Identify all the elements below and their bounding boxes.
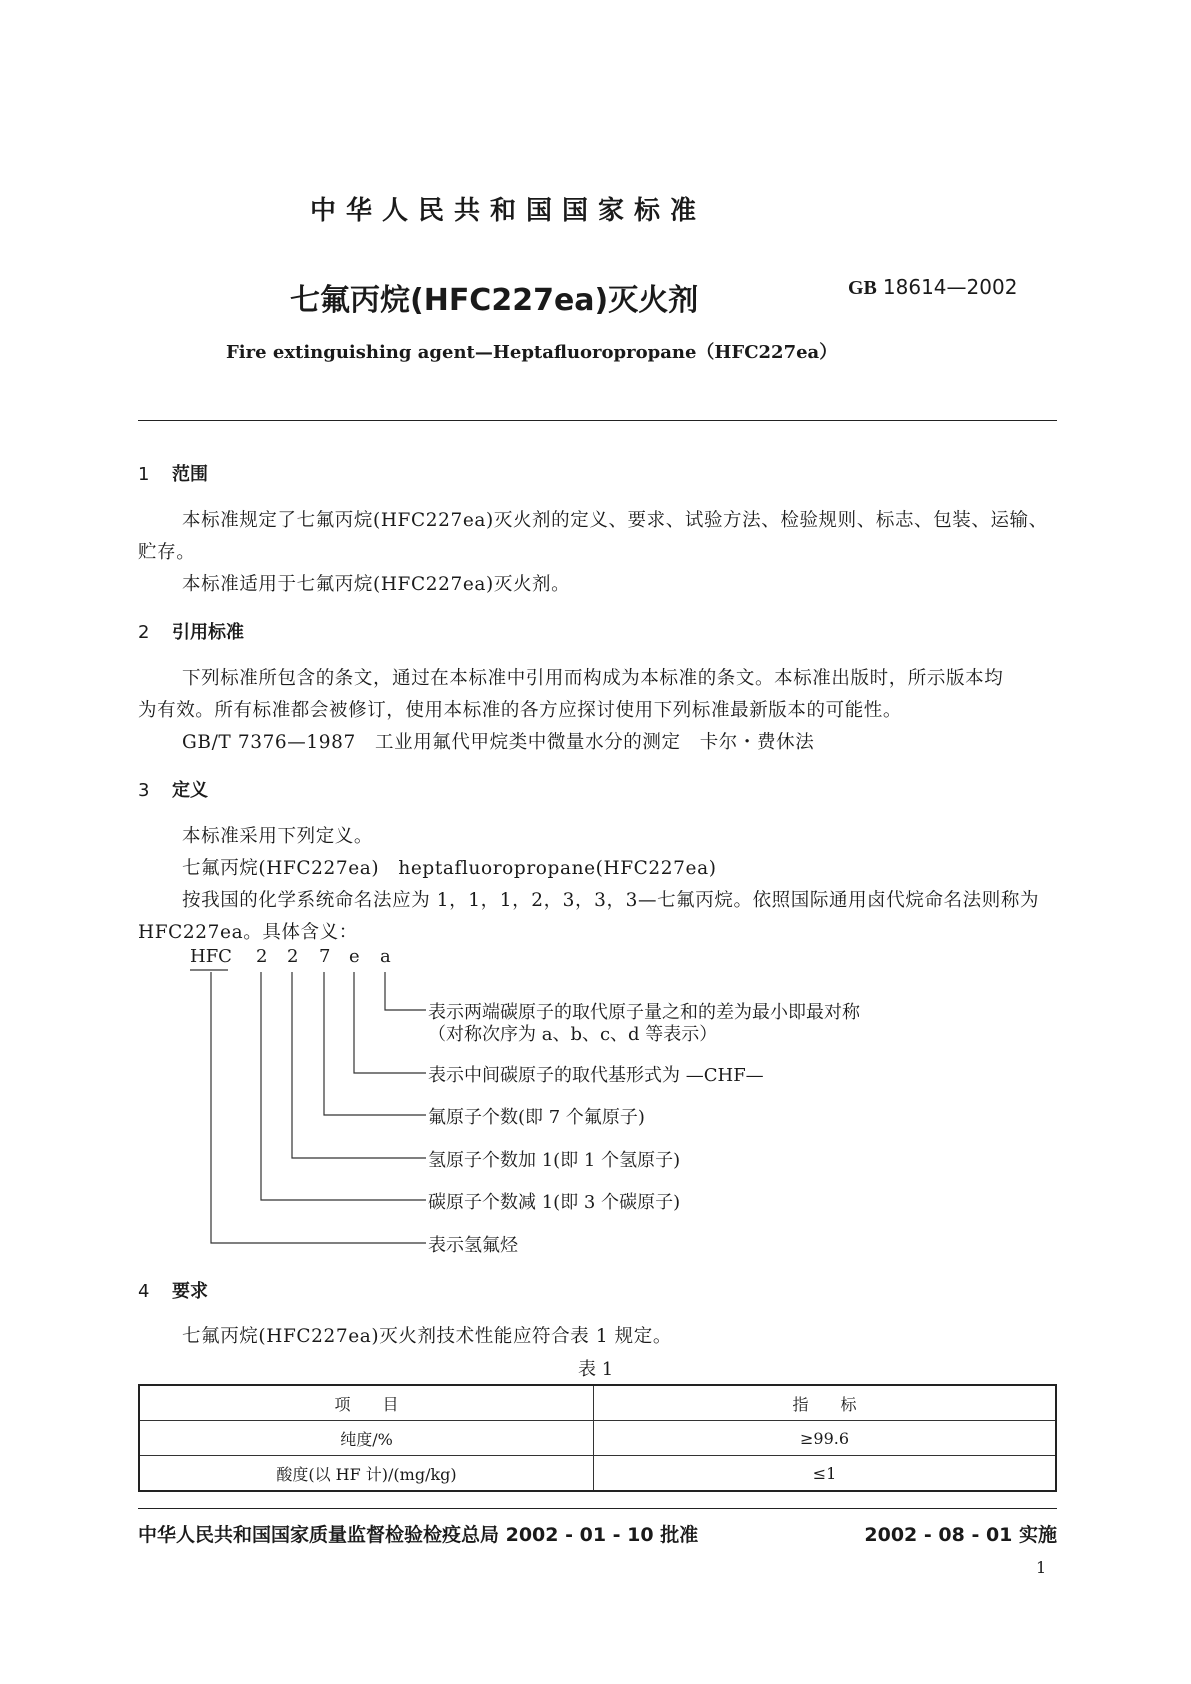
section-number: 2 (138, 622, 150, 643)
table-header-row (139, 1385, 1056, 1421)
connector-a (385, 972, 426, 1010)
section-title: 要求 (172, 1281, 208, 1302)
section-heading-4 (138, 1277, 208, 1303)
table-cell: ≥99.6 (594, 1421, 1057, 1456)
table-header-item: 项 目 (139, 1385, 594, 1421)
connector-e (354, 972, 426, 1073)
diagram-label-a-note: （对称次序为 a、b、c、d 等表示） (428, 1024, 718, 1045)
implementation-date: 2002 - 08 - 01 实施 (864, 1524, 1057, 1546)
section-title: 引用标准 (172, 622, 244, 643)
table-row (139, 1421, 1056, 1456)
naming-paragraph-line2: HFC227ea。具体含义： (138, 922, 358, 943)
table-header-index: 指 标 (594, 1385, 1057, 1421)
diagram-token-a: a (380, 946, 391, 967)
approval-statement: 中华人民共和国国家质量监督检验检疫总局 2002 - 01 - 10 批准 (138, 1524, 699, 1546)
section-title: 范围 (172, 464, 208, 485)
scope-paragraph-line1: 本标准规定了七氟丙烷(HFC227ea)灭火剂的定义、要求、试验方法、检验规则、标志、包装、运输、 (182, 510, 1048, 531)
connector-hfc (211, 972, 426, 1243)
table-cell: 酸度(以 HF 计)/(mg/kg) (139, 1456, 594, 1492)
diagram-token-e: e (349, 946, 360, 967)
diagram-label-e: 表示中间碳原子的取代基形式为 —CHF— (428, 1065, 764, 1086)
definitions-intro: 本标准采用下列定义。 (182, 826, 374, 847)
definition-term: 七氟丙烷(HFC227ea) heptafluoropropane(HFC227ea) (182, 858, 717, 879)
section-number: 3 (138, 780, 150, 801)
diagram-label-2b: 氢原子个数加 1(即 1 个氢原子) (428, 1150, 681, 1171)
standard-number-value: 18614—2002 (882, 275, 1018, 299)
english-subtitle: Fire extinguishing agent—Heptafluoropropane（HFC227ea） (226, 342, 838, 363)
document-title: 七氟丙烷(HFC227ea)灭火剂 (290, 283, 699, 318)
table-cell: ≤1 (594, 1456, 1057, 1492)
document-header: 中华人民共和国国家标准 (310, 196, 707, 226)
standard-prefix: GB (848, 277, 877, 299)
section-number: 4 (138, 1281, 150, 1302)
connector-7 (324, 972, 426, 1115)
naming-paragraph-line1: 按我国的化学系统命名法应为 1，1，1，2，3，3，3—七氟丙烷。依照国际通用卤代烷命名法则称为 (182, 890, 1040, 911)
requirements-paragraph: 七氟丙烷(HFC227ea)灭火剂技术性能应符合表 1 规定。 (182, 1326, 672, 1347)
references-paragraph-line2: 为有效。所有标准都会被修订，使用本标准的各方应探讨使用下列标准最新版本的可能性。 (138, 700, 903, 721)
diagram-label-hfc: 表示氢氟烃 (428, 1235, 518, 1256)
table-cell: 纯度/% (139, 1421, 594, 1456)
diagram-token-hfc: HFC (190, 946, 232, 967)
table-row (139, 1456, 1056, 1492)
requirements-table (138, 1384, 1057, 1492)
connector-2b (292, 972, 426, 1158)
connector-2a (261, 972, 426, 1200)
diagram-label-7: 氟原子个数(即 7 个氟原子) (428, 1107, 645, 1128)
section-title: 定义 (172, 780, 208, 801)
footer-divider (138, 1508, 1057, 1509)
table-caption: 表 1 (578, 1359, 614, 1380)
diagram-token-7: 7 (319, 946, 331, 967)
references-paragraph-line1: 下列标准所包含的条文，通过在本标准中引用而构成为本标准的条文。本标准出版时，所示版本均 (182, 668, 1004, 689)
section-number: 1 (138, 464, 150, 485)
diagram-label-2a: 碳原子个数减 1(即 3 个碳原子) (428, 1192, 681, 1213)
page-number: 1 (1036, 1558, 1047, 1577)
scope-applicability: 本标准适用于七氟丙烷(HFC227ea)灭火剂。 (182, 574, 571, 595)
scope-paragraph-line2: 贮存。 (138, 542, 196, 563)
diagram-token-2a: 2 (256, 946, 268, 967)
diagram-token-2b: 2 (287, 946, 299, 967)
reference-item: GB/T 7376—1987 工业用氟代甲烷类中微量水分的测定 卡尔・费休法 (182, 732, 815, 753)
diagram-label-a: 表示两端碳原子的取代原子量之和的差为最小即最对称 (428, 1002, 860, 1023)
